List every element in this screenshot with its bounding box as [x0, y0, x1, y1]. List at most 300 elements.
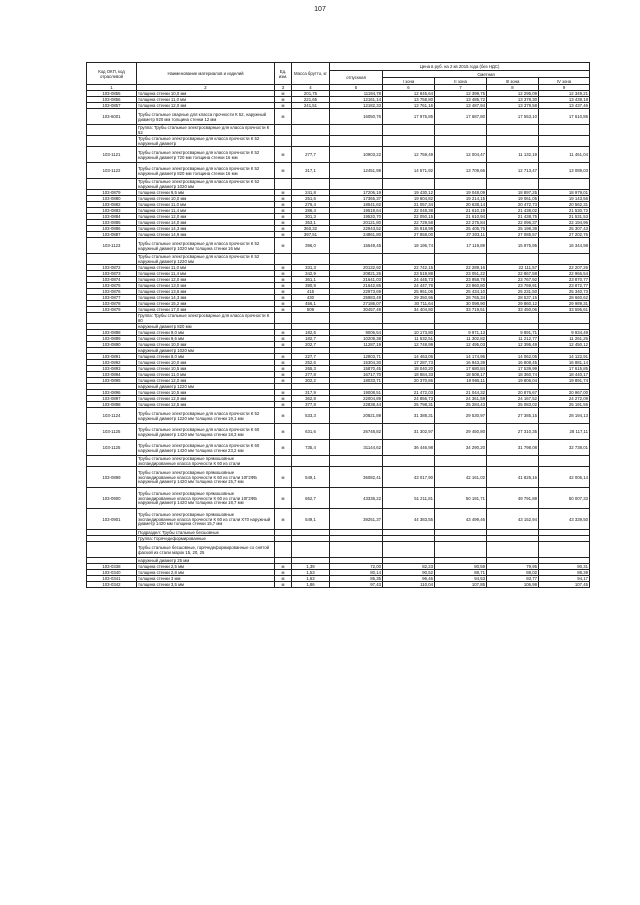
cell-mass: 362,8 [292, 396, 330, 402]
cell-name: толщина стенки 2,8 мм [137, 570, 275, 576]
cell-zone-2: 107,85 [435, 582, 487, 588]
cell-name: Трубы стальные электросварные для класса прочности К 52 наружный диаметр 1020 мм толщина стенки 16 мм [137, 238, 275, 254]
cell-zone-1: 18 040,20 [383, 366, 435, 372]
cell-code: 103-0895 [87, 378, 137, 384]
cell-release-price: 11287,19 [330, 342, 383, 348]
subheading-row [87, 136, 590, 147]
cell-zone-4: 17 615,85 [539, 366, 590, 372]
cell-unit: м [275, 295, 292, 301]
cell-empty [383, 125, 435, 136]
cell-code: 103-0876 [87, 289, 137, 295]
cell-release-price: 24861,80 [330, 232, 383, 238]
cell-code: 103-0894 [87, 372, 137, 378]
cell-unit: м [275, 509, 292, 530]
cell-zone-3: 88,02 [487, 570, 539, 576]
cell-unit: м [275, 342, 292, 348]
cell-zone-4: 13 437,46 [539, 103, 590, 109]
cell-empty [275, 136, 292, 147]
cell-zone-4: 107,45 [539, 582, 590, 588]
cell-code: 103-0878 [87, 301, 137, 307]
cell-mass: 201,75 [292, 91, 330, 97]
cell-zone-4: 22 207,26 [539, 265, 590, 271]
cell-release-price: 18033,71 [330, 378, 383, 384]
cell-zone-3: 43 152,94 [487, 509, 539, 530]
cell-unit: м [275, 147, 292, 163]
cell-release-price: 12803,71 [330, 354, 383, 360]
cell-mass: 430 [292, 295, 330, 301]
cell-code: 103-0901 [87, 509, 137, 530]
cell-release-price: 20821,26 [330, 271, 383, 277]
cell-code: 103-0857 [87, 103, 137, 109]
cell-zone-1: 30 711,64 [383, 301, 435, 307]
cell-mass: 331,3 [292, 265, 330, 271]
group-title: Подраздел: Трубы стальные бесшовные [137, 530, 275, 536]
cell-zone-4: 28 194,13 [539, 408, 590, 424]
cell-code: 103-0882 [87, 202, 137, 208]
cell-zone-1: 24 856,73 [383, 396, 435, 402]
cell-empty [383, 254, 435, 265]
cell-name: толщина стенки 10,0 мм [137, 196, 275, 202]
cell-zone-4: 27 202,76 [539, 232, 590, 238]
cell-mass: 302,2 [292, 378, 330, 384]
header-release-price: отпускная [330, 71, 383, 85]
table-row [87, 109, 590, 125]
cell-release-price: 11194,78 [330, 91, 383, 97]
cell-zone-1: 31 388,31 [383, 408, 435, 424]
cell-empty [330, 254, 383, 265]
group-heading-row [87, 125, 590, 136]
cell-zone-1: 31 302,97 [383, 424, 435, 440]
cell-empty [487, 456, 539, 467]
cell-zone-2: 43 499,46 [435, 509, 487, 530]
cell-zone-1: 110,04 [383, 582, 435, 588]
cell-zone-2: 12 495,03 [435, 342, 487, 348]
cell-zone-2: 12 399,75 [435, 91, 487, 97]
cell-empty [292, 542, 330, 558]
cell-zone-3: 9 891,71 [487, 330, 539, 336]
cell-name: толщина стенки 10,5 мм [137, 366, 275, 372]
cell-empty [539, 254, 590, 265]
cell-release-price: 16717,70 [330, 372, 383, 378]
cell-name: толщина стенки 10,0 мм [137, 342, 275, 348]
cell-mass: 1,63 [292, 576, 330, 582]
cell-code: 103-0880 [87, 196, 137, 202]
cell-zone-1: 19 604,82 [383, 196, 435, 202]
cell-empty [487, 254, 539, 265]
cell-zone-2: 29 450,80 [435, 424, 487, 440]
cell-zone-2: 21 044,32 [435, 390, 487, 396]
cell-zone-2: 30 098,90 [435, 301, 487, 307]
cell-empty [383, 456, 435, 467]
cell-mass: 735,4 [292, 440, 330, 456]
cell-code: 103-0879 [87, 307, 137, 313]
cell-zone-1: 12 759,49 [383, 147, 435, 163]
cell-zone-2: 11 302,82 [435, 336, 487, 342]
header-estimate: Сметная [383, 71, 590, 78]
cell-zone-1: 43 017,90 [383, 467, 435, 488]
cell-zone-1: 21 472,03 [383, 390, 435, 396]
cell-zone-3: 17 553,10 [487, 109, 539, 125]
cell-mass: 241,8 [292, 190, 330, 196]
cell-unit: м [275, 196, 292, 202]
cell-unit: м [275, 378, 292, 384]
subheading-row [87, 456, 590, 467]
cell-code: 103-0874 [87, 277, 137, 283]
cell-mass: 301,3 [292, 214, 330, 220]
cell-unit: м [275, 467, 292, 488]
cell-code: 103-1125 [87, 440, 137, 456]
cell-zone-4: 25 191,55 [539, 402, 590, 408]
cell-zone-2: 80,59 [435, 564, 487, 570]
cell-name: толщина стенки 13,0 мм [137, 283, 275, 289]
cell-empty [539, 542, 590, 558]
cell-empty [539, 125, 590, 136]
cell-release-price: 12161,14 [330, 97, 383, 103]
col-number: 4 [292, 85, 330, 91]
cell-zone-1: 24 445,73 [383, 277, 435, 283]
subheading-title: наружный диаметр 1020 мм [137, 348, 275, 354]
cell-zone-4: 14 122,91 [539, 354, 590, 360]
cell-unit: м [275, 360, 292, 366]
cell-empty [275, 456, 292, 467]
table-row [87, 238, 590, 254]
cell-release-price: 30457,49 [330, 307, 383, 313]
cell-code: 103-6001 [87, 109, 137, 125]
cell-empty [539, 179, 590, 190]
cell-name: Трубы стальные электросварные для класса прочности К 52 наружный диаметр 1220 мм толщина стенки 19,1 мм [137, 408, 275, 424]
cell-zone-2: 19 965,11 [435, 378, 487, 384]
cell-unit: м [275, 488, 292, 509]
cell-unit: м [275, 226, 292, 232]
cell-code: 103-0892 [87, 360, 137, 366]
cell-zone-3: 20 472,73 [487, 202, 539, 208]
cell-zone-3: 20 876,67 [487, 390, 539, 396]
cell-zone-1: 22 048,38 [383, 208, 435, 214]
cell-mass: 251,6 [292, 196, 330, 202]
cell-name: толщина стенки 11,4 мм [137, 208, 275, 214]
cell-zone-2: 23 051,22 [435, 271, 487, 277]
header-mass: Масса брутто, кг [292, 63, 330, 85]
cell-zone-1: 14 463,06 [383, 354, 435, 360]
cell-zone-3: 24 167,52 [487, 396, 539, 402]
cell-mass: 533,3 [292, 408, 330, 424]
subheading-title: наружный диаметр 820 мм [137, 324, 275, 330]
cell-mass: 396,0 [292, 238, 330, 254]
cell-zone-2: 19 214,15 [435, 196, 487, 202]
cell-zone-3: 19 061,05 [487, 196, 539, 202]
cell-unit: м [275, 402, 292, 408]
group-heading-row [87, 313, 590, 324]
cell-mass: 549,1 [292, 467, 330, 488]
cell-empty [435, 313, 487, 324]
cell-zone-1: 17 287,73 [383, 360, 435, 366]
cell-unit: м [275, 440, 292, 456]
cell-release-price: 18541,62 [330, 202, 383, 208]
cell-release-price: 22973,69 [330, 289, 383, 295]
price-table [86, 62, 590, 588]
cell-zone-4: 29 989,31 [539, 301, 590, 307]
cell-code: 103-0877 [87, 295, 137, 301]
cell-name: Трубы стальные электросварные прямошовные экспандированные класса прочности К 60 из стали 10Г2ФБ наружный диаметр 1420 мм толщина стенки 15,7 мм [137, 467, 275, 488]
cell-zone-3: 31 798,08 [487, 440, 539, 456]
table-row [87, 424, 590, 440]
cell-unit: м [275, 232, 292, 238]
cell-zone-4: 20 967,00 [539, 390, 590, 396]
cell-code: 103-1123 [87, 238, 137, 254]
cell-zone-3: 12 295,09 [487, 91, 539, 97]
cell-zone-2: 21 610,94 [435, 214, 487, 220]
cell-code: 103-0900 [87, 488, 137, 509]
cell-empty [383, 313, 435, 324]
table-header [87, 63, 590, 91]
cell-name: толщина стенки 12,0 мм [137, 396, 275, 402]
cell-zone-3: 27 385,15 [487, 408, 539, 424]
cell-unit: м [275, 103, 292, 109]
cell-release-price: 20121,80 [330, 220, 383, 226]
cell-empty [330, 313, 383, 324]
cell-empty [435, 136, 487, 147]
cell-zone-2: 23 960,80 [435, 283, 487, 289]
cell-mass: 182,7 [292, 336, 330, 342]
cell-zone-3: 27 085,57 [487, 232, 539, 238]
cell-name: толщина стенки 11,0 мм [137, 265, 275, 271]
group-title: Группа: Трубы стальные электросварные для класса прочности К 52 [137, 125, 275, 136]
cell-release-price: 22838,44 [330, 402, 383, 408]
cell-zone-4: 88,39 [539, 570, 590, 576]
cell-zone-1: 82,23 [383, 564, 435, 570]
cell-unit: м [275, 354, 292, 360]
cell-zone-3: 18 360,74 [487, 372, 539, 378]
cell-name: толщина стенки 12,0 мм [137, 214, 275, 220]
cell-zone-3: 93,77 [487, 576, 539, 582]
cell-mass: 252,6 [292, 360, 330, 366]
cell-release-price: 21641,03 [330, 277, 383, 283]
cell-release-price: 19520,70 [330, 214, 383, 220]
cell-zone-4: 23 870,77 [539, 277, 590, 283]
cell-release-price: 20132,92 [330, 265, 383, 271]
subheading-title: Трубы стальные бесшовные, горячедеформированные со снятой фаской из стали марок 15, 20, 25 [137, 542, 275, 558]
cell-release-price: 22004,89 [330, 396, 383, 402]
cell-code [87, 179, 137, 190]
cell-empty [539, 136, 590, 147]
cell-unit: м [275, 424, 292, 440]
cell-zone-2: 33 719,51 [435, 307, 487, 313]
cell-zone-3: 11 132,19 [487, 147, 539, 163]
cell-name: Трубы стальные электросварные для класса прочности К 52 наружный диаметр 820 мм толщина стенки 16 мм [137, 163, 275, 179]
subheading-row [87, 179, 590, 190]
cell-code: 103-0893 [87, 366, 137, 372]
cell-empty [539, 456, 590, 467]
cell-release-price: 15304,30 [330, 360, 383, 366]
cell-code: 103-0872 [87, 265, 137, 271]
cell-unit: м [275, 301, 292, 307]
cell-name: толщина стенки 11,4 мм [137, 271, 275, 277]
cell-release-price: 25983,49 [330, 295, 383, 301]
cell-name: толщина стенки 9,6 мм [137, 336, 275, 342]
cell-zone-4: 16 881,14 [539, 360, 590, 366]
header-name: Наименование материалов и изделий [137, 63, 275, 85]
cell-mass: 390,9 [292, 283, 330, 289]
cell-zone-4: 43 339,50 [539, 509, 590, 530]
table-row [87, 582, 590, 588]
cell-empty [435, 542, 487, 558]
cell-zone-4: 33 595,61 [539, 307, 590, 313]
col-number: 2 [137, 85, 275, 91]
cell-release-price: 12182,33 [330, 103, 383, 109]
cell-code: 103-1125 [87, 424, 137, 440]
cell-unit: м [275, 277, 292, 283]
cell-empty [383, 136, 435, 147]
table-row [87, 488, 590, 509]
col-number: 7 [435, 85, 487, 91]
cell-name: толщина стенки 12,0 мм [137, 378, 275, 384]
cell-code: 103-1124 [87, 408, 137, 424]
cell-code: 103-0898 [87, 402, 137, 408]
cell-unit: м [275, 214, 292, 220]
cell-empty [292, 254, 330, 265]
cell-name: толщина стенки 14,9 мм [137, 232, 275, 238]
subheading-row [87, 254, 590, 265]
cell-mass: 631,6 [292, 424, 330, 440]
cell-name: Трубы стальные электросварные для класса прочности К 52 наружный диаметр 720 мм толщина стенки 16 мм [137, 147, 275, 163]
cell-name: толщина стенки 10,0 мм [137, 360, 275, 366]
table-body [87, 91, 590, 588]
cell-empty [330, 542, 383, 558]
cell-mass: 277,8 [292, 372, 330, 378]
cell-mass: 265,3 [292, 366, 330, 372]
cell-zone-4: 94,17 [539, 576, 590, 582]
cell-name: толщина стенки 14,0 мм [137, 220, 275, 226]
col-number: 8 [487, 85, 539, 91]
cell-empty [292, 125, 330, 136]
cell-code: 103-0855 [87, 91, 137, 97]
cell-zone-2: 21 610,19 [435, 208, 487, 214]
cell-code: 103-0899 [87, 467, 137, 488]
cell-zone-4: 20 562,31 [539, 202, 590, 208]
cell-release-price: 20821,89 [330, 408, 383, 424]
cell-unit: м [275, 307, 292, 313]
cell-zone-3: 21 438,75 [487, 214, 539, 220]
cell-name: толщина стенки 14,3 мм [137, 295, 275, 301]
cell-mass: 549,1 [292, 509, 330, 530]
header-zone-4: IV зона [539, 78, 590, 85]
cell-mass: 241,51 [292, 103, 330, 109]
cell-zone-3: 22 111,57 [487, 265, 539, 271]
cell-mass: 202,7 [292, 342, 330, 348]
cell-zone-2: 16 943,39 [435, 360, 487, 366]
cell-mass: 182,6 [292, 330, 330, 336]
cell-zone-2: 94,53 [435, 576, 487, 582]
cell-code: 103-0338 [87, 564, 137, 570]
cell-release-price: 72,00 [330, 564, 383, 570]
cell-zone-2: 42 161,02 [435, 467, 487, 488]
cell-name: толщина стенки 12,0 мм [137, 277, 275, 283]
cell-code: 103-0884 [87, 214, 137, 220]
cell-zone-4: 13 438,18 [539, 97, 590, 103]
cell-zone-1: 10 173,80 [383, 330, 435, 336]
cell-mass: 509 [292, 307, 330, 313]
cell-empty [435, 125, 487, 136]
cell-name: Трубы стальные электросварные прямошовные экспандированные класса прочности К 60 из стали Х70 наружный диаметр 1420 мм толщина стенки 15,7 мм [137, 509, 275, 530]
cell-zone-1: 17 976,85 [383, 109, 435, 125]
cell-zone-1: 25 798,31 [383, 402, 435, 408]
cell-zone-4: 16 344,98 [539, 238, 590, 254]
cell-code [87, 254, 137, 265]
cell-name: толщина стенки 9,0 мм [137, 330, 275, 336]
cell-zone-4: 18 440,17 [539, 372, 590, 378]
cell-zone-3: 33 450,06 [487, 307, 539, 313]
cell-zone-1: 29 350,96 [383, 295, 435, 301]
cell-zone-4: 9 934,49 [539, 330, 590, 336]
cell-zone-1: 22 742,15 [383, 265, 435, 271]
col-number: 6 [383, 85, 435, 91]
cell-zone-1: 12 845,64 [383, 91, 435, 97]
cell-zone-3: 12 713,47 [487, 163, 539, 179]
cell-zone-4: 25 340,73 [539, 289, 590, 295]
subheading-title: наружный диаметр 25 мм [137, 558, 275, 564]
cell-release-price: 97,43 [330, 582, 383, 588]
cell-zone-1: 25 918,99 [383, 226, 435, 232]
cell-zone-3: 18 897,25 [487, 190, 539, 196]
cell-unit: м [275, 202, 292, 208]
cell-code [87, 136, 137, 147]
cell-code: 103-0887 [87, 232, 137, 238]
cell-code: 103-1122 [87, 163, 137, 179]
cell-zone-4: 11 461,04 [539, 147, 590, 163]
cell-zone-3: 21 438,02 [487, 208, 539, 214]
cell-release-price: 15549,45 [330, 238, 383, 254]
subheading-title: наружный диаметр 1220 мм [137, 384, 275, 390]
cell-name: Трубы стальные электросварные прямошовные экспандированные класса прочности К 60 из стали 10Г2ФБ наружный диаметр 1420 мм толщина стенки 18,7 мм [137, 488, 275, 509]
cell-name: толщина стенки 9,5 мм [137, 190, 275, 196]
cell-zone-3: 25 198,39 [487, 226, 539, 232]
cell-zone-1: 34 404,80 [383, 307, 435, 313]
cell-mass: 277,7 [292, 147, 330, 163]
cell-zone-1: 27 858,00 [383, 232, 435, 238]
cell-zone-3: 12 395,49 [487, 342, 539, 348]
cell-zone-2: 24 361,59 [435, 396, 487, 402]
cell-empty [435, 179, 487, 190]
col-number: 3 [275, 85, 292, 91]
cell-unit: м [275, 582, 292, 588]
cell-zone-3: 16 808,45 [487, 360, 539, 366]
cell-code: 103-0342 [87, 582, 137, 588]
cell-mass: 361,1 [292, 277, 330, 283]
cell-zone-3: 29 860,12 [487, 301, 539, 307]
cell-zone-4: 13 089,03 [539, 163, 590, 179]
cell-mass: 276,4 [292, 202, 330, 208]
cell-zone-2: 13 485,72 [435, 97, 487, 103]
cell-zone-1: 11 532,51 [383, 336, 435, 342]
cell-unit: м [275, 163, 292, 179]
cell-empty [292, 179, 330, 190]
cell-zone-4: 12 349,21 [539, 91, 590, 97]
cell-name: толщина стенки 12,5 мм [137, 402, 275, 408]
cell-empty [330, 125, 383, 136]
cell-unit: м [275, 564, 292, 570]
cell-mass [292, 109, 330, 125]
cell-zone-4: 19 143,56 [539, 196, 590, 202]
cell-release-price: 80,14 [330, 570, 383, 576]
header-zone-3: III зона [487, 78, 539, 85]
cell-zone-2: 34 290,20 [435, 440, 487, 456]
cell-release-price: 22943,52 [330, 226, 383, 232]
cell-empty [275, 125, 292, 136]
cell-zone-1: 14 571,92 [383, 163, 435, 179]
cell-empty [275, 313, 292, 324]
group-title: Группа: Горячедеформированные [137, 536, 275, 542]
cell-empty [487, 179, 539, 190]
